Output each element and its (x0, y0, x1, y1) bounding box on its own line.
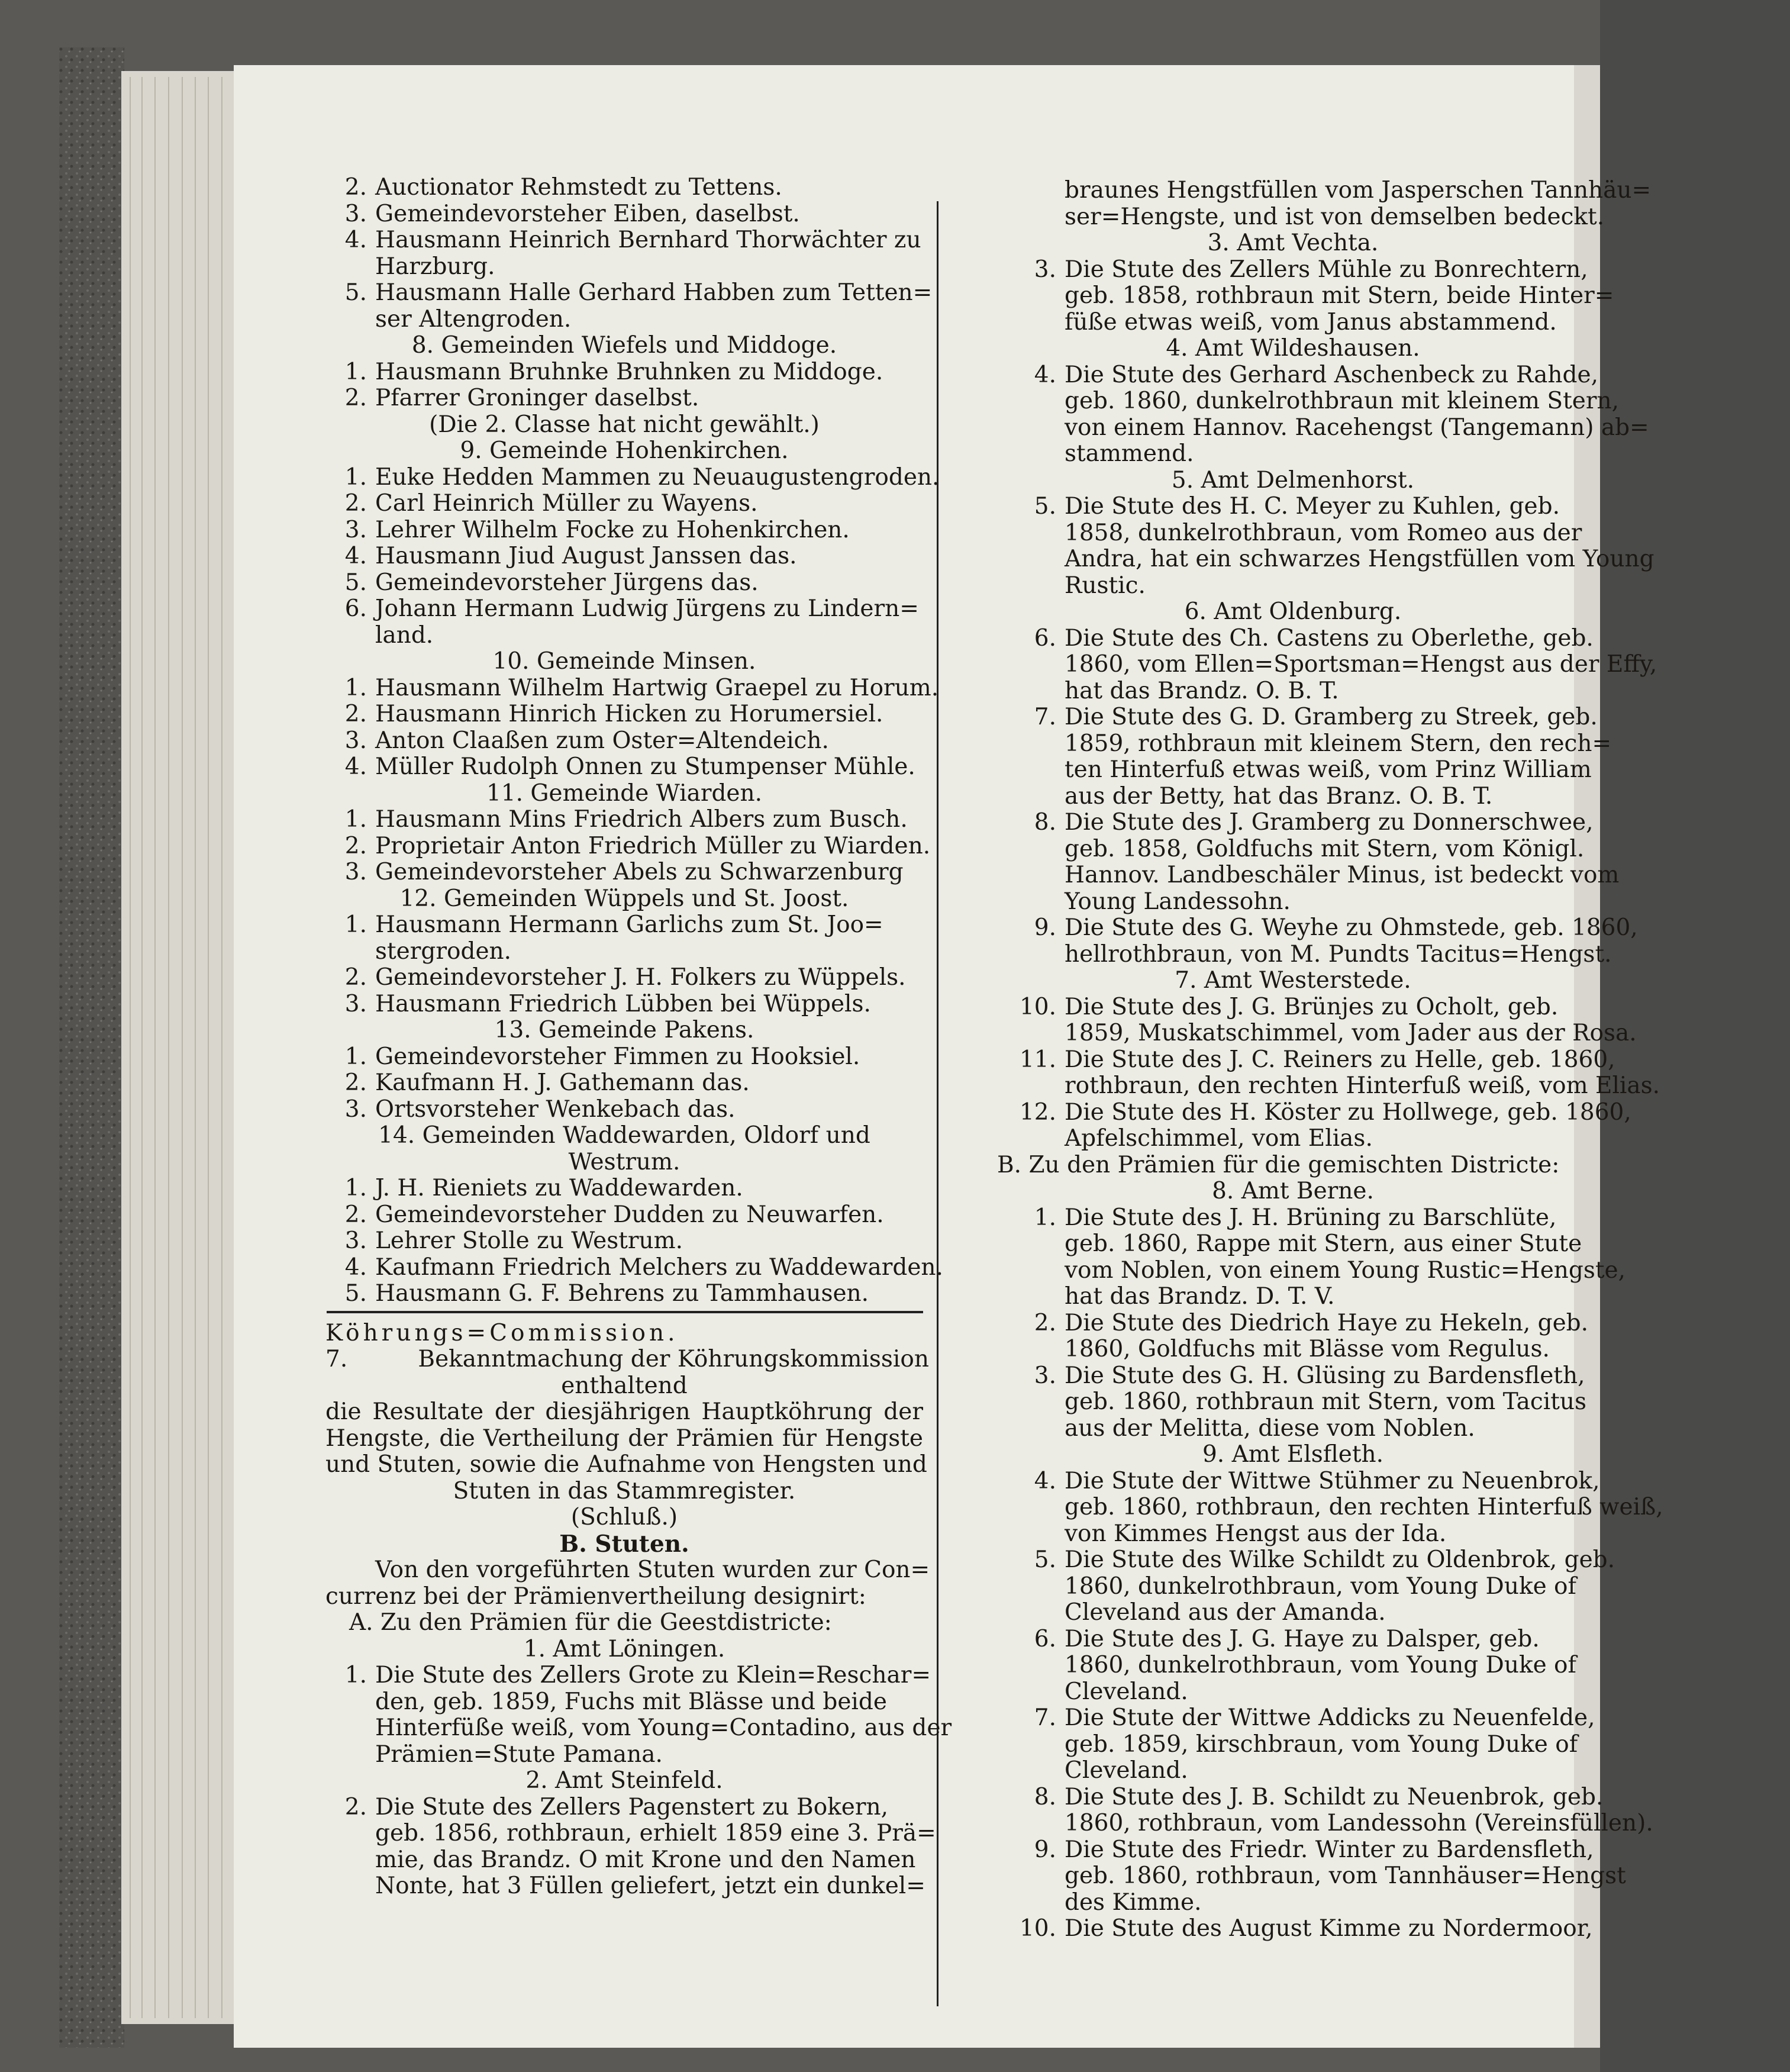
entry-text: Die Stute des G. H. Glüsing zu Bardensfleth, (1065, 1362, 1585, 1389)
list-item (997, 1837, 1790, 1864)
entry-text: Nonte, hat 3 Füllen geliefert, jetzt ein dunkel= (375, 1873, 925, 1899)
list-item (997, 441, 1790, 468)
entry-text: Die Stute des Zellers Grote zu Klein=Reschar= (375, 1662, 931, 1688)
entry-number: 5. (1034, 1546, 1056, 1573)
entry-text: braunes Hengstfüllen vom Jasperschen Tannhäu= (1065, 177, 1652, 204)
list-item (997, 1758, 1790, 1784)
list-item (997, 942, 1790, 968)
entry-text: geb. 1859, kirschbraun, vom Young Duke of (1065, 1731, 1578, 1758)
entry-number: 3. (344, 516, 367, 543)
entry-text: des Kimme. (1065, 1889, 1202, 1916)
entry-text: hellrothbraun, von M. Pundts Tacitus=Hengst. (1065, 940, 1612, 968)
entry-text: füße etwas weiß, vom Janus abstammend. (1065, 308, 1557, 336)
commission-number: 7. (325, 1346, 348, 1372)
entry-number: 11. (1019, 1046, 1056, 1073)
entry-number: 2. (1034, 1309, 1056, 1336)
entry-number: 3. (344, 200, 367, 227)
entry-number: 4. (1034, 361, 1056, 388)
entry-text: Hannov. Landbeschäler Minus, ist bedeckt vom (1065, 862, 1620, 888)
list-item (997, 1258, 1790, 1284)
commission-title: Bekanntmachung der Köhrungskommission (418, 1346, 930, 1372)
list-item (997, 1626, 1790, 1653)
entry-text: Hinterfüße weiß, vom Young=Contadino, aus der (375, 1715, 952, 1741)
entry-text: 1859, rothbraun mit kleinem Stern, den rech= (1065, 730, 1612, 757)
entry-text: Die Stute des J. H. Brüning zu Barschlüte, (1065, 1204, 1557, 1231)
entry-text: Young Landessohn. (1065, 888, 1291, 915)
section-heading: 6. Amt Oldenburg. (1184, 598, 1402, 625)
entry-number: 2. (344, 490, 367, 517)
section-heading: 5. Amt Delmenhorst. (1171, 466, 1415, 494)
list-item (997, 994, 1790, 1021)
entry-number: 2. (344, 1201, 367, 1228)
entry-text: rothbraun, den rechten Hinterfuß weiß, vom Elias. (1065, 1072, 1660, 1099)
entry-number: 3. (344, 859, 367, 885)
intro-line-1: Von den vorgeführten Stuten wurden zur Con= (375, 1557, 930, 1583)
entry-number: 9. (1034, 914, 1056, 941)
commission-enthaltend: enthaltend (561, 1372, 688, 1399)
entry-number: 2. (344, 174, 367, 201)
entry-text: Die Stute des Zellers Mühle zu Bonrechtern, (1065, 256, 1588, 283)
entry-text: Die Stute des H. Köster zu Hollwege, geb. 1860, (1065, 1098, 1631, 1126)
entry-text: Gemeindevorsteher Eiben, daselbst. (375, 200, 800, 227)
entry-text: 1859, Muskatschimmel, vom Jader aus der Rosa. (1065, 1020, 1637, 1046)
entry-text: Gemeindevorsteher Fimmen zu Hooksiel. (375, 1043, 860, 1070)
list-item (997, 1574, 1790, 1600)
entry-text: Rustic. (1065, 572, 1146, 599)
entry-text: Die Stute des Gerhard Aschenbeck zu Rahde, (1065, 361, 1598, 388)
list-item (997, 1652, 1790, 1679)
entry-number: 1. (344, 463, 367, 491)
list-item (997, 1310, 1790, 1337)
list-item (997, 1336, 1790, 1363)
entry-text: hat das Brandz. D. T. V. (1065, 1283, 1335, 1310)
list-item (997, 757, 1790, 784)
entry-number: 2. (344, 1069, 367, 1096)
entry-number: 5. (1034, 493, 1056, 520)
list-item (997, 1494, 1790, 1521)
list-item (997, 1284, 1790, 1310)
entry-number: 2. (344, 832, 367, 859)
list-item (997, 520, 1790, 547)
entry-text: geb. 1860, Rappe mit Stern, aus einer Stute (1065, 1230, 1582, 1257)
entry-text: Die Stute der Wittwe Addicks zu Neuenfelde, (1065, 1704, 1595, 1731)
section-heading: 7. Amt Westerstede. (1175, 967, 1411, 994)
entry-number: 4. (344, 753, 367, 780)
entry-text: 1860, vom Ellen=Sportsman=Hengst aus der Effy, (1065, 651, 1657, 678)
entry-number: 5. (344, 279, 367, 306)
section-heading: (Die 2. Classe hat nicht gewählt.) (429, 411, 820, 438)
list-item (997, 178, 1790, 204)
list-item (997, 1047, 1790, 1074)
list-item (997, 704, 1790, 731)
commission-heading: Köhrungs=Commission. (325, 1319, 679, 1346)
entry-text: Die Stute des J. G. Brünjes zu Ocholt, geb. (1065, 993, 1559, 1020)
entry-text: Die Stute des G. D. Gramberg zu Streek, geb. (1065, 704, 1598, 730)
commission-schluss: (Schluß.) (570, 1504, 678, 1530)
entry-text: Hausmann G. F. Behrens zu Tammhausen. (375, 1280, 869, 1307)
list-item (997, 1547, 1790, 1574)
entry-text: Cleveland aus der Amanda. (1065, 1599, 1386, 1626)
entry-text: ser Altengroden. (375, 305, 572, 333)
section-heading: Westrum. (568, 1148, 680, 1175)
list-item (997, 784, 1790, 810)
entry-text: Hausmann Friedrich Lübben bei Wüppels. (375, 990, 871, 1017)
entry-text: Andra, hat ein schwarzes Hengstfüllen vom Young (1065, 546, 1654, 572)
entry-text: Apfelschimmel, vom Elias. (1065, 1125, 1373, 1152)
amt-loeningen: 1. Amt Löningen. (523, 1635, 725, 1662)
entry-text: 1860, dunkelrothbraun, vom Young Duke of (1065, 1652, 1576, 1678)
book-cover-edge (59, 47, 124, 2048)
entry-text: aus der Melitta, diese vom Noblen. (1065, 1414, 1475, 1442)
entry-text: Harzburg. (375, 253, 495, 280)
entry-number: 4. (344, 227, 367, 253)
entry-text: Gemeindevorsteher J. H. Folkers zu Wüppels. (375, 964, 906, 991)
intro-line-2: currenz bei der Prämienvertheilung designirt: (325, 1583, 866, 1610)
list-item (997, 862, 1790, 889)
entry-number: 5. (344, 569, 367, 596)
list-item (997, 1205, 1790, 1232)
document-page (237, 77, 1663, 2048)
entry-text: Gemeindevorsteher Jürgens das. (375, 569, 759, 596)
entry-number: 10. (1019, 993, 1056, 1020)
list-item (997, 652, 1790, 678)
entry-number: 1. (344, 1662, 367, 1688)
list-item (997, 204, 1790, 231)
entry-number: 1. (344, 1043, 367, 1070)
list-item (997, 889, 1790, 916)
entry-text: J. H. Rieniets zu Waddewarden. (375, 1175, 743, 1201)
entry-text: Die Stute des Friedr. Winter zu Bardensfleth, (1065, 1836, 1594, 1863)
entry-number: 1. (1034, 1204, 1056, 1231)
list-item (997, 1705, 1790, 1732)
entry-text: Johann Hermann Ludwig Jürgens zu Lindern= (375, 595, 919, 622)
entry-number: 3. (1034, 1362, 1056, 1389)
entry-text: Hausmann Hermann Garlichs zum St. Joo= (375, 911, 883, 938)
list-item (997, 678, 1790, 705)
entry-text: land. (375, 621, 434, 649)
entry-text: 1860, rothbraun, vom Landessohn (Vereinsfüllen). (1065, 1810, 1653, 1836)
entry-text: Hausmann Bruhnke Bruhnken zu Middoge. (375, 358, 883, 385)
list-item (997, 836, 1790, 863)
entry-text: Müller Rudolph Onnen zu Stumpenser Mühle. (375, 753, 915, 780)
section-heading: 9. Gemeinde Hohenkirchen. (460, 437, 789, 464)
entry-text: Hausmann Hinrich Hicken zu Horumersiel. (375, 701, 883, 727)
list-item (997, 1916, 1790, 1942)
list-item (997, 1468, 1790, 1495)
entry-number: 8. (1034, 809, 1056, 836)
list-item (997, 362, 1790, 389)
right-column (997, 178, 1790, 1942)
entry-text: Proprietair Anton Friedrich Müller zu Wiarden. (375, 832, 931, 859)
list-item (997, 494, 1790, 520)
section-heading: 13. Gemeinde Pakens. (494, 1017, 754, 1043)
entry-text: geb. 1856, rothbraun, erhielt 1859 eine 3. Prä= (375, 1820, 936, 1847)
entry-text: stammend. (1065, 440, 1194, 467)
entry-text: geb. 1858, Goldfuchs mit Stern, vom Königl. (1065, 835, 1585, 862)
section-heading: 14. Gemeinden Waddewarden, Oldorf und (378, 1122, 870, 1149)
list-item (997, 1521, 1790, 1548)
list-item (997, 1389, 1790, 1416)
list-item (997, 915, 1790, 942)
entry-text: ser=Hengste, und ist von demselben bedeckt. (1065, 203, 1605, 230)
entry-text: Die Stute des Wilke Schildt zu Oldenbrok, geb. (1065, 1546, 1615, 1573)
entry-text: Die Stute des Zellers Pagenstert zu Bokern, (375, 1793, 889, 1820)
list-item (997, 1363, 1790, 1390)
entry-text: Pfarrer Groninger daselbst. (375, 385, 699, 411)
entry-text: mie, das Brandz. O mit Krone und den Namen (375, 1846, 916, 1873)
entry-text: vom Noblen, von einem Young Rustic=Hengste, (1065, 1256, 1626, 1284)
entry-text: Hausmann Wilhelm Hartwig Graepel zu Horum. (375, 674, 939, 701)
entry-number: 4. (344, 543, 367, 569)
list-item (997, 1863, 1790, 1890)
entry-text: Gemeindevorsteher Dudden zu Neuwarfen. (375, 1201, 884, 1228)
entry-text: Lehrer Wilhelm Focke zu Hohenkirchen. (375, 516, 850, 543)
list-item (997, 283, 1790, 310)
entry-number: 4. (344, 1253, 367, 1281)
entry-text: Euke Hedden Mammen zu Neuaugustengroden. (375, 463, 940, 491)
entry-text: geb. 1860, rothbraun, vom Tannhäuser=Hengst (1065, 1862, 1626, 1889)
list-item (997, 731, 1790, 758)
entry-number: 1. (344, 1175, 367, 1201)
entry-text: Die Stute des J. C. Reiners zu Helle, geb. 1860, (1065, 1046, 1615, 1073)
entry-text: Die Stute des J. Gramberg zu Donnerschwee, (1065, 809, 1594, 836)
entry-number: 2. (344, 385, 367, 411)
entry-text: von Kimmes Hengst aus der Ida. (1065, 1520, 1447, 1547)
list-item (997, 1020, 1790, 1047)
entry-number: 6. (1034, 624, 1056, 652)
entry-number: 9. (1034, 1836, 1056, 1863)
entry-text: geb. 1860, dunkelrothbraun mit kleinem Stern, (1065, 388, 1620, 414)
entry-number: 1. (344, 358, 367, 385)
section-heading: 8. Gemeinden Wiefels und Middoge. (411, 332, 837, 359)
entry-text: aus der Betty, hat das Branz. O. B. T. (1065, 782, 1493, 810)
entry-number: 12. (1019, 1098, 1056, 1126)
section-heading: B. Zu den Prämien für die gemischten Districte: (997, 1151, 1560, 1178)
entry-text: Hausmann Halle Gerhard Habben zum Tetten= (375, 279, 933, 306)
commission-body-4: Stuten in das Stammregister. (453, 1477, 796, 1504)
list-item (997, 1890, 1790, 1916)
section-heading-stuten: B. Stuten. (559, 1530, 689, 1558)
entry-text: Die Stute des J. B. Schildt zu Neuenbrok, geb. (1065, 1783, 1604, 1810)
list-item (997, 1231, 1790, 1258)
subsection-geest: A. Zu den Prämien für die Geestdistricte: (349, 1609, 832, 1636)
entry-number: 7. (1034, 1704, 1056, 1731)
section-heading: 3. Amt Vechta. (1207, 230, 1379, 256)
entry-number: 8. (1034, 1783, 1056, 1810)
entry-number: 2. (344, 1793, 367, 1820)
section-heading: 11. Gemeinde Wiarden. (486, 779, 763, 807)
entry-text: Die Stute des Ch. Castens zu Oberlethe, geb. (1065, 624, 1594, 652)
list-item (997, 1784, 1790, 1811)
entry-text: Auctionator Rehmstedt zu Tettens. (375, 174, 782, 201)
section-heading: 4. Amt Wildeshausen. (1166, 335, 1420, 362)
list-item (997, 1600, 1790, 1626)
entry-number: 4. (1034, 1467, 1056, 1494)
list-item (997, 415, 1790, 442)
list-item (997, 1126, 1790, 1152)
entry-text: Die Stute des H. C. Meyer zu Kuhlen, geb. (1065, 493, 1560, 520)
entry-text: Prämien=Stute Pamana. (375, 1741, 663, 1768)
list-item (997, 626, 1790, 652)
entry-text: Hausmann Mins Friedrich Albers zum Busch. (375, 806, 908, 833)
entry-text: Hausmann Jiud August Janssen das. (375, 543, 797, 569)
entry-number: 7. (1034, 704, 1056, 730)
entry-text: Die Stute der Wittwe Stühmer zu Neuenbrok, (1065, 1467, 1600, 1494)
entry-text: Cleveland. (1065, 1757, 1188, 1784)
entry-number: 3. (344, 990, 367, 1017)
entry-text: von einem Hannov. Racehengst (Tangemann) ab= (1065, 414, 1649, 441)
section-heading: 9. Amt Elsfleth. (1202, 1441, 1384, 1468)
list-item (997, 810, 1790, 836)
list-item (997, 573, 1790, 600)
list-item (997, 257, 1790, 283)
entry-text: Gemeindevorsteher Abels zu Schwarzenburg (375, 859, 904, 885)
entry-number: 1. (344, 911, 367, 938)
entry-text: geb. 1858, rothbraun mit Stern, beide Hinter= (1065, 282, 1614, 309)
entry-number: 1. (344, 806, 367, 833)
amt-steinfeld: 2. Amt Steinfeld. (525, 1767, 723, 1794)
entry-text: Anton Claaßen zum Oster=Altendeich. (375, 727, 829, 754)
commission-body-3: und Stuten, sowie die Aufnahme von Hengsten und (325, 1451, 927, 1478)
entry-number: 3. (344, 1227, 367, 1254)
entry-text: Cleveland. (1065, 1678, 1188, 1705)
entry-text: stergroden. (375, 937, 512, 965)
entry-text: Die Stute des August Kimme zu Nordermoor, (1065, 1915, 1593, 1942)
entry-text: geb. 1860, rothbraun mit Stern, vom Tacitus (1065, 1388, 1587, 1415)
entry-number: 1. (344, 674, 367, 701)
list-item (997, 546, 1790, 573)
entry-text: geb. 1860, rothbraun, den rechten Hinterfuß weiß, (1065, 1494, 1663, 1520)
entry-text: 1860, dunkelrothbraun, vom Young Duke of (1065, 1572, 1576, 1600)
entry-text: Ortsvorsteher Wenkebach das. (375, 1095, 736, 1123)
entry-number: 6. (1034, 1625, 1056, 1652)
entry-number: 3. (344, 1095, 367, 1123)
entry-text: 1858, dunkelrothbraun, vom Romeo aus der (1065, 519, 1582, 546)
entry-text: den, geb. 1859, Fuchs mit Blässe und beide (375, 1688, 887, 1715)
entry-number: 3. (344, 727, 367, 754)
entry-text: hat das Brandz. O. B. T. (1065, 677, 1339, 704)
entry-text: Die Stute des J. G. Haye zu Dalsper, geb. (1065, 1625, 1540, 1652)
entry-number: 3. (1034, 256, 1056, 283)
section-heading: 10. Gemeinde Minsen. (492, 648, 756, 675)
section-heading: 8. Amt Berne. (1212, 1178, 1374, 1204)
entry-number: 6. (344, 595, 367, 622)
list-item (997, 1679, 1790, 1706)
right-mare-list (997, 178, 1790, 1942)
entry-text: Hausmann Heinrich Bernhard Thorwächter zu (375, 227, 921, 253)
entry-text: 1860, Goldfuchs mit Blässe vom Regulus. (1065, 1336, 1550, 1362)
commission-body-2: Hengste, die Vertheilung der Prämien für Hengste (325, 1425, 923, 1452)
list-item (997, 310, 1790, 336)
entry-number: 5. (344, 1280, 367, 1307)
section-heading: 12. Gemeinden Wüppels und St. Joost. (399, 885, 849, 912)
entry-number: 10. (1019, 1915, 1056, 1942)
list-item (997, 1810, 1790, 1837)
entry-text: Lehrer Stolle zu Westrum. (375, 1227, 683, 1254)
list-item (997, 1732, 1790, 1758)
entry-number: 2. (344, 701, 367, 727)
entry-text: Kaufmann H. J. Gathemann das. (375, 1069, 750, 1096)
commission-body-1: die Resultate der diesjährigen Hauptköhrung der (325, 1398, 923, 1425)
list-item (997, 1100, 1790, 1126)
entry-number: 2. (344, 964, 367, 991)
entry-text: ten Hinterfuß etwas weiß, vom Prinz William (1065, 756, 1592, 783)
entry-text: Kaufmann Friedrich Melchers zu Waddewarden. (375, 1253, 943, 1281)
entry-text: Die Stute des Diedrich Haye zu Hekeln, geb. (1065, 1309, 1589, 1336)
list-item (997, 388, 1790, 415)
list-item (997, 1416, 1790, 1442)
entry-text: Die Stute des G. Weyhe zu Ohmstede, geb. 1860, (1065, 914, 1638, 941)
entry-text: Carl Heinrich Müller zu Wayens. (375, 490, 758, 517)
list-item (997, 1073, 1790, 1100)
